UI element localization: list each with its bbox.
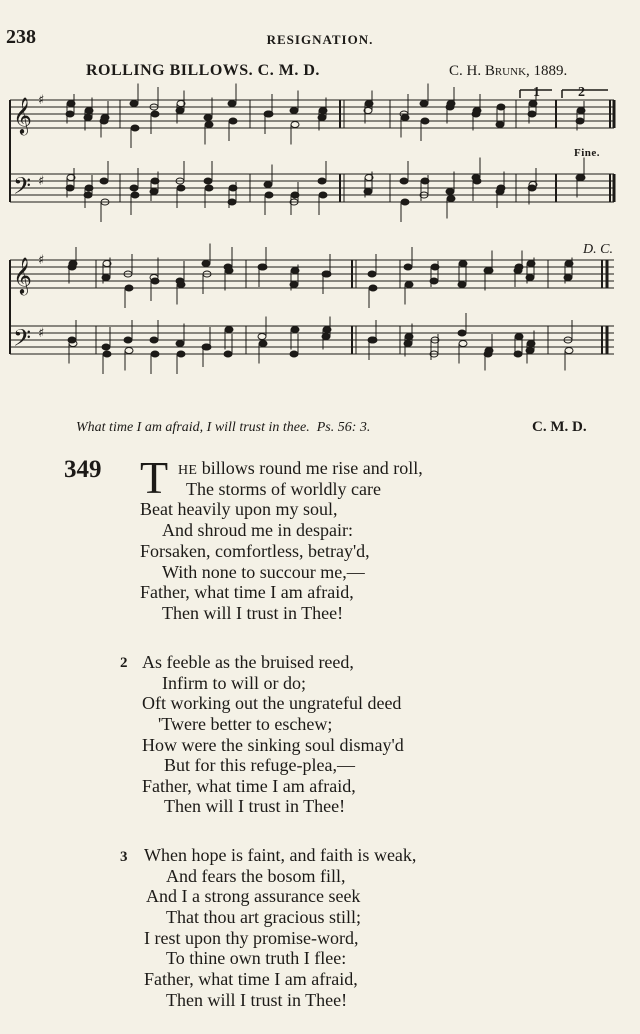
notehead bbox=[67, 101, 75, 107]
stanza-number: 3 bbox=[120, 849, 128, 865]
notehead bbox=[130, 101, 138, 107]
stanza-line: And fears the bosom fill, bbox=[166, 866, 346, 886]
notehead bbox=[458, 330, 466, 336]
stanza-line: 'Twere better to eschew; bbox=[158, 714, 333, 734]
stanza-line: Father, what time I am afraid, bbox=[144, 969, 358, 989]
sharp-icon: ♯ bbox=[38, 93, 45, 108]
scripture-reference: Ps. 56: 3. bbox=[316, 420, 371, 435]
notehead bbox=[259, 341, 267, 347]
notehead bbox=[319, 108, 327, 114]
composer-name: Brunk bbox=[484, 63, 527, 79]
stanza-line: Then will I trust in Thee! bbox=[166, 990, 348, 1010]
notehead bbox=[368, 271, 376, 277]
notehead bbox=[527, 261, 535, 267]
notehead bbox=[459, 341, 467, 347]
notehead bbox=[85, 108, 93, 114]
stanza-line: Forsaken, comfortless, betray'd, bbox=[140, 541, 370, 561]
staff-bass-1 bbox=[10, 174, 614, 202]
notehead bbox=[124, 337, 132, 343]
notehead bbox=[225, 268, 233, 274]
notehead bbox=[577, 108, 585, 114]
stanza-line: The storms of worldly care bbox=[186, 479, 381, 499]
notehead bbox=[177, 351, 185, 357]
notehead bbox=[447, 196, 455, 202]
notehead bbox=[459, 261, 467, 267]
notehead bbox=[527, 341, 535, 347]
notehead bbox=[177, 282, 185, 288]
notehead bbox=[150, 337, 158, 343]
notehead bbox=[224, 351, 232, 357]
first-word-rest: HE bbox=[178, 463, 198, 478]
key-signatures bbox=[38, 93, 44, 341]
stanza-line: Father, what time I am afraid, bbox=[140, 582, 354, 602]
scripture-quote: What time I am afraid, I will trust in thee. bbox=[76, 420, 310, 435]
drop-cap: T bbox=[140, 452, 169, 503]
composer-year: , 1889. bbox=[526, 63, 568, 79]
notehead bbox=[291, 122, 299, 128]
notehead bbox=[497, 104, 505, 110]
notehead bbox=[176, 341, 184, 347]
notehead bbox=[151, 111, 159, 117]
stanza-line: Then will I trust in Thee! bbox=[164, 796, 346, 816]
da-capo-mark: D. C. bbox=[583, 242, 613, 257]
notehead bbox=[421, 118, 429, 124]
notehead bbox=[473, 178, 481, 184]
stanza-line: Then will I trust in Thee! bbox=[162, 603, 344, 623]
composer-prefix: C. H. bbox=[449, 63, 482, 79]
treble-clef-icon: 𝄞 bbox=[13, 96, 32, 134]
notehead bbox=[85, 185, 93, 191]
ending-2-label: 2 bbox=[578, 85, 585, 100]
notehead bbox=[446, 189, 454, 195]
ending-1-label: 1 bbox=[533, 85, 540, 100]
notehead bbox=[225, 327, 233, 333]
sharp-icon: ♯ bbox=[38, 253, 45, 268]
music-score bbox=[0, 82, 640, 382]
notehead bbox=[151, 351, 159, 357]
notehead bbox=[401, 199, 409, 205]
notehead bbox=[565, 261, 573, 267]
notehead bbox=[421, 178, 429, 184]
notehead bbox=[405, 334, 413, 340]
notehead bbox=[365, 101, 373, 107]
tune-name: ROLLING BILLOWS. C. M. D. bbox=[86, 62, 320, 79]
notehead bbox=[485, 348, 493, 354]
stanza-line: Infirm to will or do; bbox=[162, 673, 306, 693]
notehead bbox=[473, 108, 481, 114]
notehead bbox=[229, 185, 237, 191]
stanza-line: And shroud me in despair: bbox=[162, 520, 353, 540]
volta-numbers bbox=[533, 85, 585, 100]
notehead bbox=[204, 178, 212, 184]
stanza-line: That thou art gracious still; bbox=[166, 907, 361, 927]
notehead bbox=[69, 261, 77, 267]
notehead bbox=[205, 185, 213, 191]
notehead bbox=[404, 264, 412, 270]
system-1 bbox=[10, 90, 614, 202]
notehead bbox=[202, 261, 210, 267]
notehead bbox=[401, 115, 409, 121]
stanza-line bbox=[178, 458, 423, 481]
notehead bbox=[323, 327, 331, 333]
notehead bbox=[291, 327, 299, 333]
notehead bbox=[400, 178, 408, 184]
notehead bbox=[565, 348, 573, 354]
notehead bbox=[318, 178, 326, 184]
notehead bbox=[177, 185, 185, 191]
notehead bbox=[447, 101, 455, 107]
notehead bbox=[125, 348, 133, 354]
notehead bbox=[529, 101, 537, 107]
notehead bbox=[420, 101, 428, 107]
fine-mark: Fine. bbox=[574, 147, 601, 159]
notehead bbox=[291, 192, 299, 198]
notehead bbox=[290, 351, 298, 357]
clefs bbox=[13, 96, 32, 357]
notehead bbox=[319, 192, 327, 198]
notehead bbox=[100, 178, 108, 184]
notehead bbox=[103, 351, 111, 357]
staff-bass-2 bbox=[10, 326, 614, 354]
staff-treble-2 bbox=[10, 260, 614, 288]
notehead bbox=[131, 125, 139, 131]
notehead bbox=[228, 101, 236, 107]
notehead bbox=[369, 337, 377, 343]
stanza-line: As feeble as the bruised reed, bbox=[142, 652, 354, 672]
notehead bbox=[203, 344, 211, 350]
notehead bbox=[369, 285, 377, 291]
running-head: RESIGNATION. bbox=[266, 32, 374, 47]
sharp-icon: ♯ bbox=[38, 174, 45, 189]
treble-clef-icon: 𝄞 bbox=[13, 256, 32, 294]
system-2 bbox=[10, 260, 614, 354]
scripture-line bbox=[76, 420, 370, 436]
notehead bbox=[265, 192, 273, 198]
notehead bbox=[101, 115, 109, 121]
notehead bbox=[515, 334, 523, 340]
notehead bbox=[291, 268, 299, 274]
stanza-line-text: billows round me rise and roll, bbox=[201, 458, 423, 478]
stanza-line: Father, what time I am afraid, bbox=[142, 776, 356, 796]
stanza-line: I rest upon thy promise-word, bbox=[144, 928, 359, 948]
notehead bbox=[264, 182, 272, 188]
metre: C. M. D. bbox=[532, 419, 587, 435]
notehead bbox=[405, 282, 413, 288]
notehead bbox=[204, 115, 212, 121]
stanza-number: 2 bbox=[120, 655, 128, 671]
notehead bbox=[229, 118, 237, 124]
notehead bbox=[290, 108, 298, 114]
stanza-line: To thine own truth I flee: bbox=[166, 948, 347, 968]
stanza-line: When hope is faint, and faith is weak, bbox=[144, 845, 417, 865]
notehead bbox=[431, 264, 439, 270]
notehead bbox=[259, 264, 267, 270]
notehead bbox=[265, 111, 273, 117]
notehead bbox=[131, 192, 139, 198]
notehead bbox=[515, 264, 523, 270]
stanza-line: How were the sinking soul dismay'd bbox=[142, 735, 404, 755]
notehead bbox=[497, 185, 505, 191]
notehead bbox=[485, 268, 493, 274]
notehead bbox=[130, 185, 138, 191]
page-number: 238 bbox=[6, 26, 36, 48]
stanza-line: But for this refuge-plea,— bbox=[164, 755, 355, 775]
notehead bbox=[125, 285, 133, 291]
stanza-line: And I a strong assurance seek bbox=[146, 886, 361, 906]
notehead bbox=[102, 344, 110, 350]
notehead bbox=[151, 278, 159, 284]
notehead bbox=[205, 122, 213, 128]
bass-clef-icon: 𝄢 bbox=[13, 172, 32, 205]
notehead bbox=[323, 271, 331, 277]
barlines-1 bbox=[120, 100, 614, 202]
notes-layer bbox=[66, 84, 585, 375]
stanza-line: Oft working out the ungrateful deed bbox=[142, 693, 402, 713]
notehead bbox=[258, 334, 266, 340]
stanza-line: With none to succour me,— bbox=[162, 562, 365, 582]
notehead bbox=[151, 178, 159, 184]
sharp-icon: ♯ bbox=[38, 326, 45, 341]
stanza-line: Beat heavily upon my soul, bbox=[140, 499, 338, 519]
hymn-number: 349 bbox=[64, 456, 102, 483]
composer bbox=[449, 63, 567, 80]
bass-clef-icon: 𝄢 bbox=[13, 324, 32, 357]
notehead bbox=[577, 175, 585, 181]
